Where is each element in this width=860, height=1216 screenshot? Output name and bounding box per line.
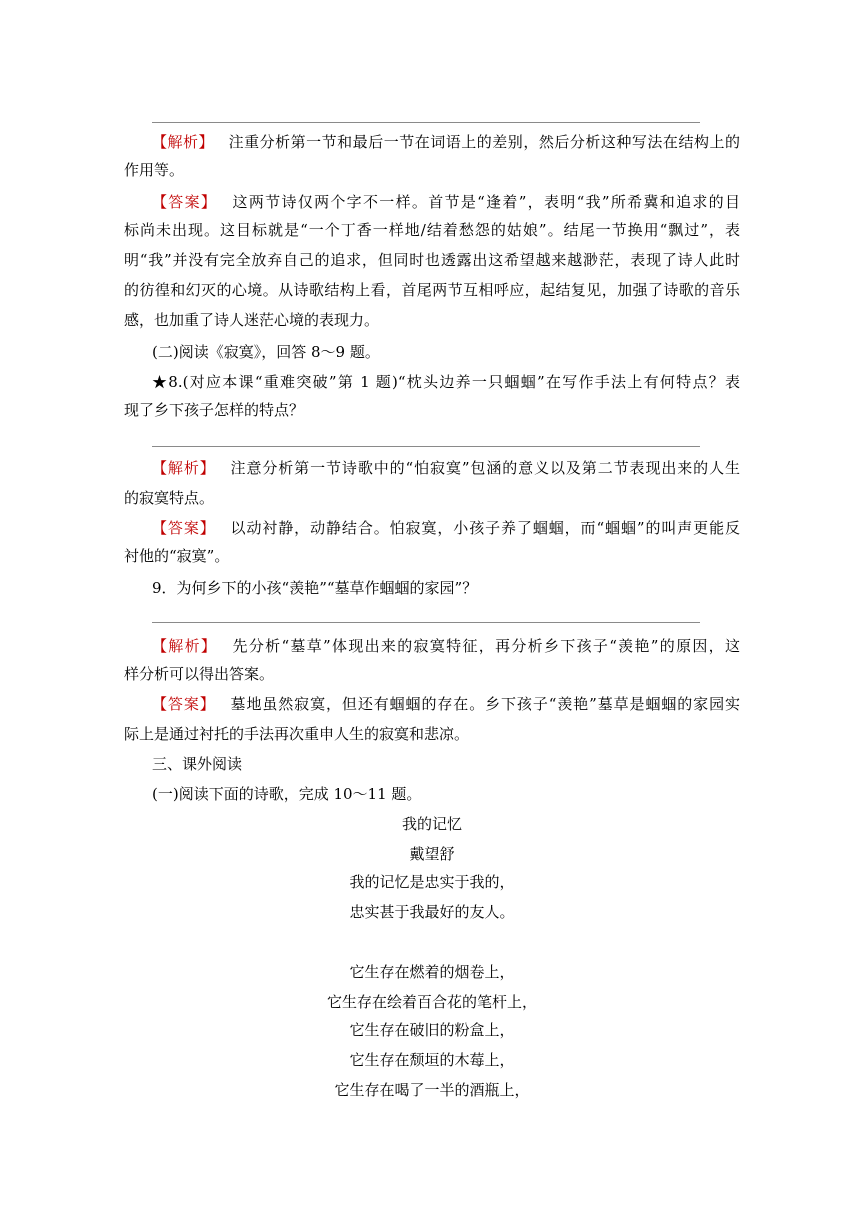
- analysis-label: 【解析】: [152, 637, 218, 655]
- poem-line: 忠实甚于我最好的友人。: [349, 903, 515, 921]
- poem-author: 戴望舒: [409, 845, 455, 863]
- q8-analysis-text: 注意分析第一节诗歌中的“怕寂寞”包涵的意义以及第二节表现出来的人生: [229, 459, 740, 477]
- q7-answer-text: 这两节诗仅两个字不一样。首节是“逢着”，表明“我”所希冀和追求的目: [231, 193, 740, 211]
- poem-line: 它生存在绘着百合花的笔杆上，: [326, 993, 537, 1011]
- q9-analysis-line-2: 样分析可以得出答案。: [124, 665, 275, 683]
- q9-analysis-text: 先分析“墓草”体现出来的寂寞特征，再分析乡下孩子“羡艳”的原因，这: [231, 637, 740, 655]
- answer-rule: [152, 446, 700, 447]
- q8-analysis-line-1: [152, 458, 740, 478]
- poem-line: 它生存在破旧的粉盒上，: [349, 1021, 515, 1039]
- q9-answer-line-2: 际上是通过衬托的手法再次重申人生的寂寞和悲凉。: [124, 725, 470, 743]
- q9-answer-text: 墓地虽然寂寞，但还有蝈蝈的存在。乡下孩子“羡艳”墓草是蝈蝈的家园实: [229, 695, 740, 713]
- answer-label: 【答案】: [152, 193, 218, 211]
- answer-rule: [152, 622, 700, 623]
- section-3-heading: 三、课外阅读: [152, 755, 243, 773]
- q7-answer-line-5: 感，也加重了诗人迷茫心境的表现力。: [124, 311, 380, 329]
- q8-answer-line-2: 衬他的“寂寞”。: [124, 547, 230, 565]
- section-2-heading: (二)阅读《寂寞》，回答 8～9 题。: [152, 343, 380, 361]
- poem-line: 它生存在喝了一半的酒瓶上，: [334, 1081, 530, 1099]
- q7-answer-line-1: [152, 192, 740, 212]
- poem-line: 它生存在燃着的烟卷上，: [349, 963, 515, 981]
- q9-question: 9．为何乡下的小孩“羡艳”“墓草作蝈蝈的家园”？: [152, 579, 478, 597]
- q8-answer-line-1: [152, 518, 740, 538]
- answer-rule: [152, 122, 700, 123]
- poem-title: 我的记忆: [401, 815, 462, 833]
- q8-question-line-1: ★8.(对应本课“重难突破”第 1 题)“枕头边养一只蝈蝈”在写作手法上有何特点？表: [152, 373, 740, 391]
- q8-analysis-line-2: 的寂寞特点。: [124, 489, 215, 507]
- q8-question-line-2: 现了乡下孩子怎样的特点？: [124, 401, 305, 419]
- analysis-label: 【解析】: [152, 133, 215, 151]
- poem-line: 我的记忆是忠实于我的，: [349, 873, 515, 891]
- q7-analysis-text: 注重分析第一节和最后一节在词语上的差别，然后分析这种写法在结构上的: [228, 133, 740, 151]
- q7-analysis-line-1: [152, 132, 740, 152]
- q7-analysis-line-2: 作用等。: [124, 161, 185, 179]
- q8-answer-text: 以动衬静，动静结合。怕寂寞，小孩子养了蝈蝈，而“蝈蝈”的叫声更能反: [229, 519, 740, 537]
- q7-answer-line-4: 的彷徨和幻灭的心境。从诗歌结构上看，首尾两节互相呼应，起结复见，加强了诗歌的音乐: [124, 281, 740, 299]
- q9-answer-line-1: [152, 694, 740, 714]
- q7-answer-line-2: 标尚未出现。这目标就是“一个丁香一样地/结着愁怨的姑娘”。结尾一节换用“飘过”，表: [124, 221, 740, 239]
- q9-analysis-line-1: [152, 636, 740, 656]
- q7-answer-line-3: 明“我”并没有完全放弃自己的追求，但同时也透露出这希望越来越渺茫，表现了诗人此时: [124, 251, 740, 269]
- answer-label: 【答案】: [152, 519, 216, 537]
- answer-label: 【答案】: [152, 695, 216, 713]
- section-3-sub-heading: (一)阅读下面的诗歌，完成 10～11 题。: [152, 785, 422, 803]
- poem-line: 它生存在颓垣的木莓上，: [349, 1051, 515, 1069]
- analysis-label: 【解析】: [152, 459, 216, 477]
